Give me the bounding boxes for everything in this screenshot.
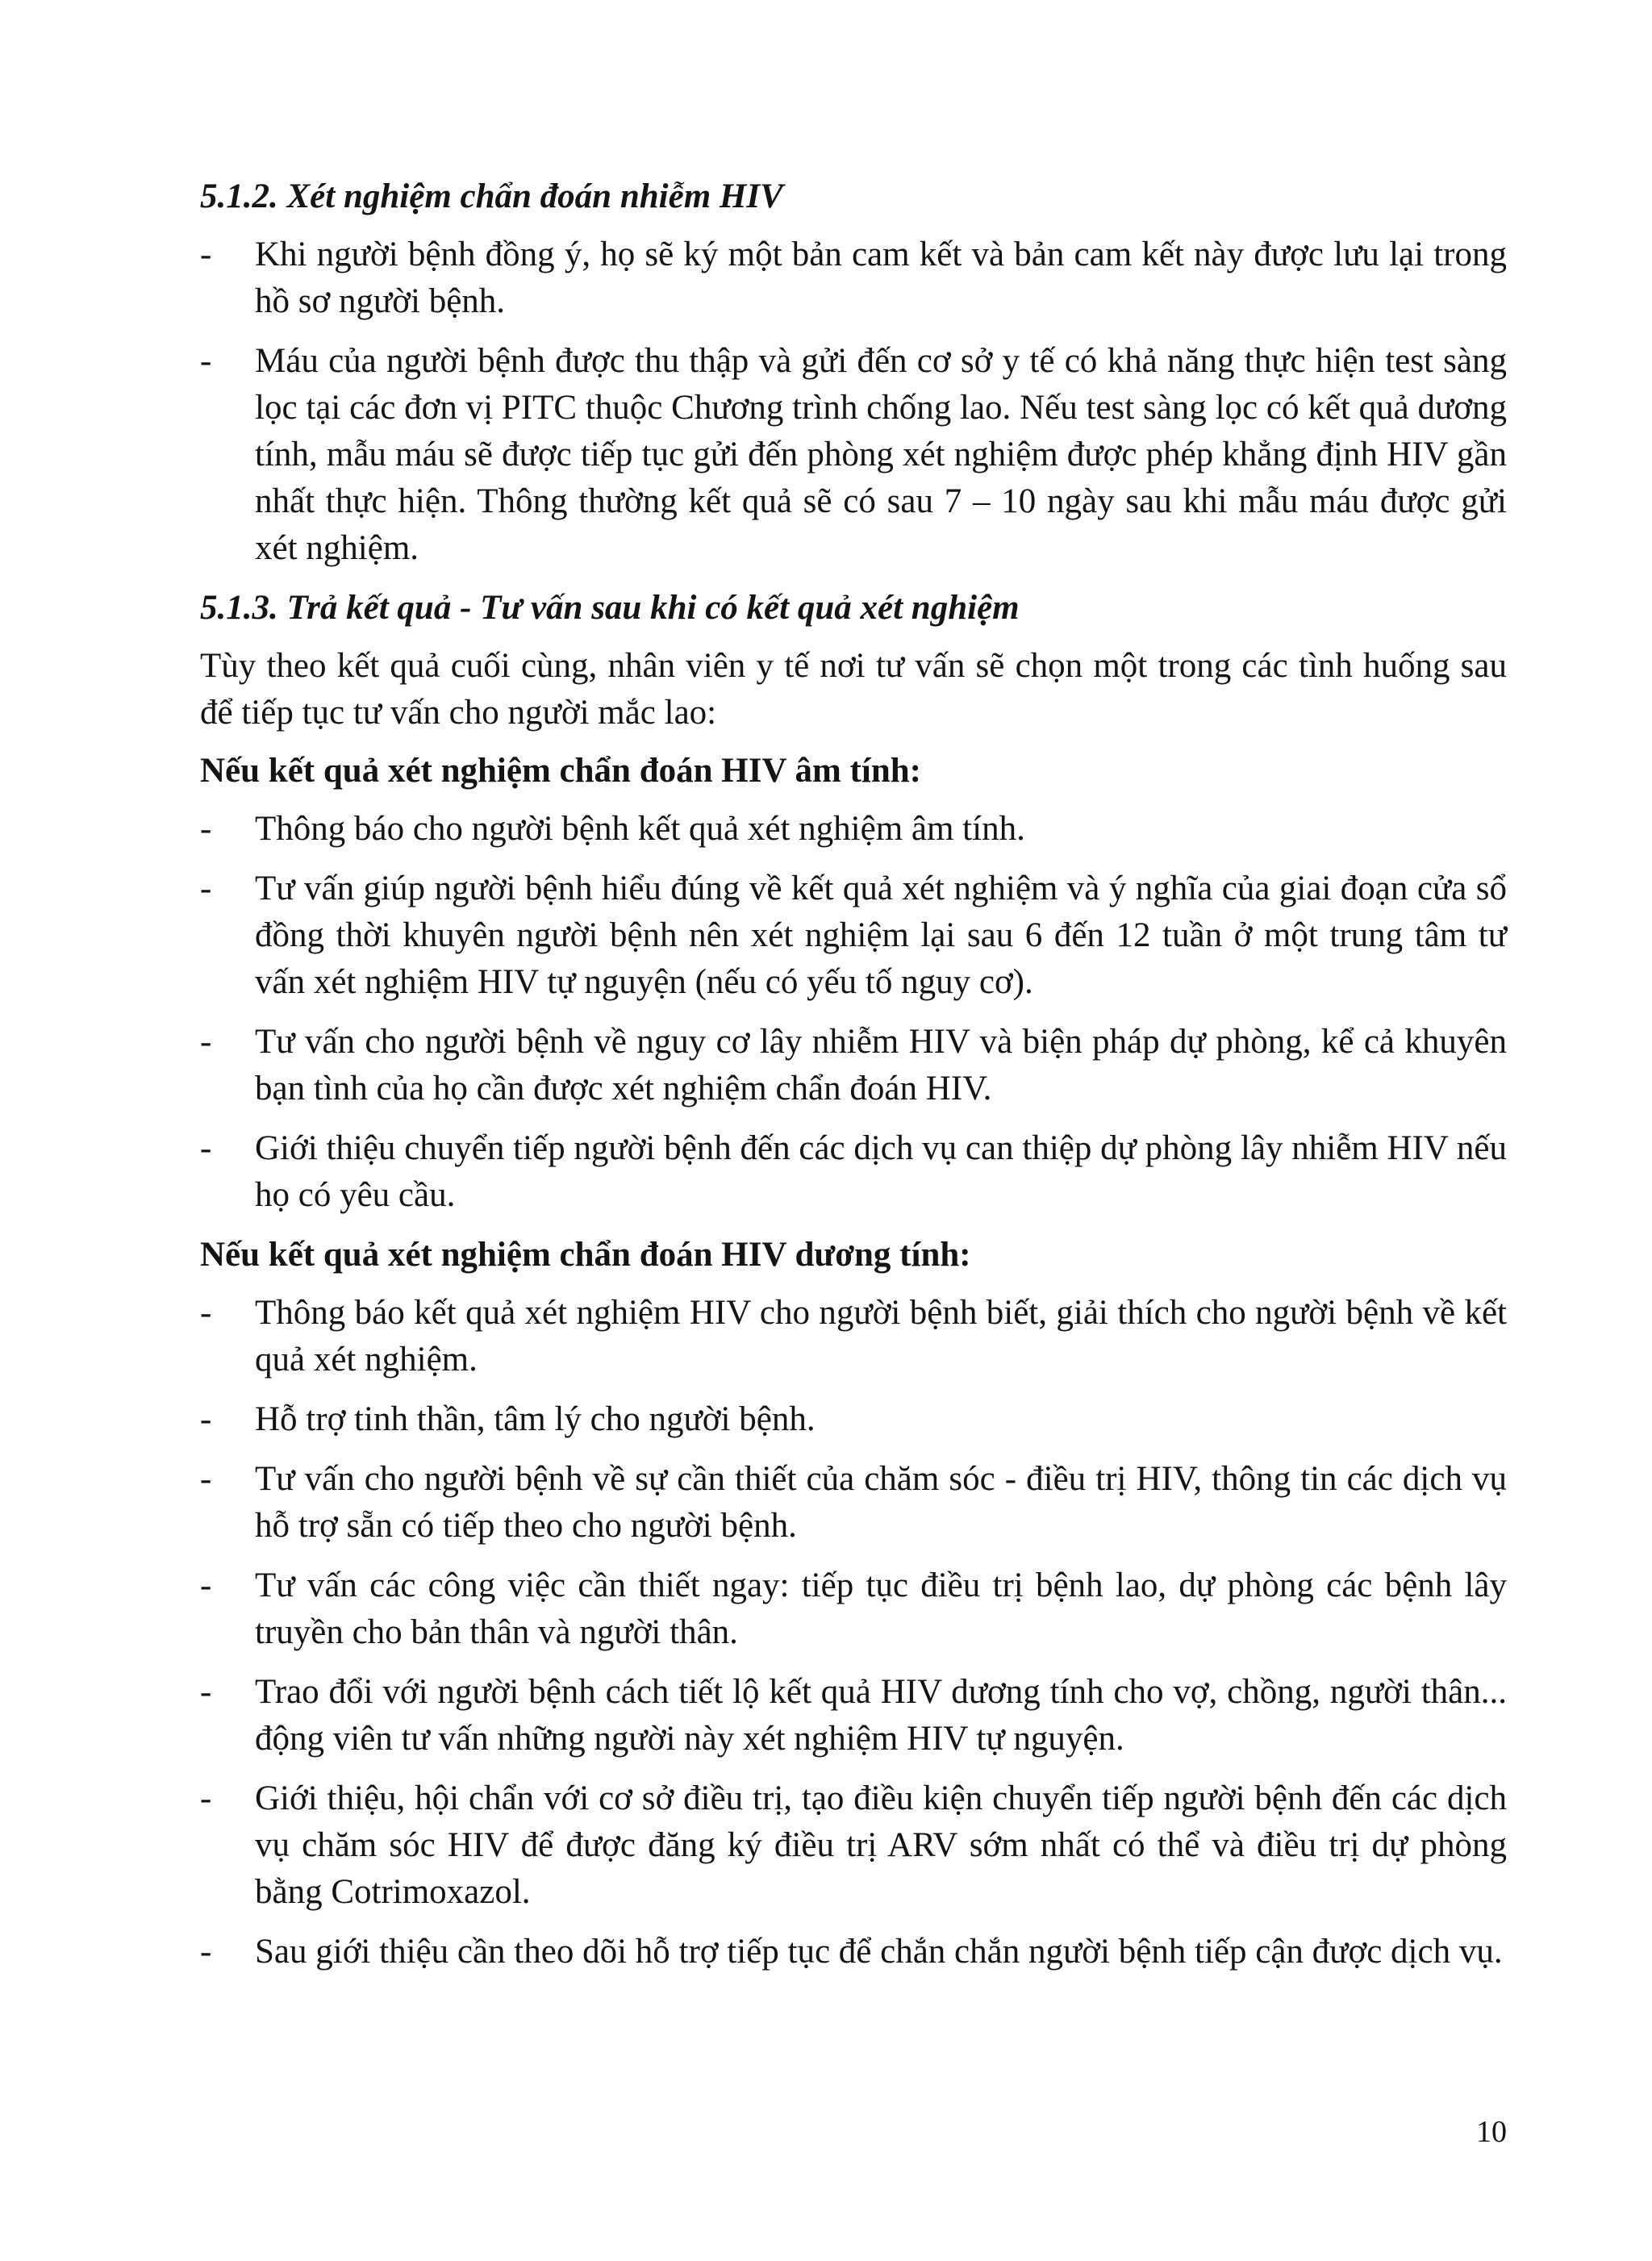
list-item xyxy=(200,1929,1507,1975)
list-item-text: Khi người bệnh đồng ý, họ sẽ ký một bản cam kết và bản cam kết này được lưu lại trong hồ sơ người bệnh. xyxy=(255,236,1507,320)
dash-bullet: - xyxy=(200,236,212,273)
dash-bullet: - xyxy=(200,1400,212,1438)
negative-result-heading: Nếu kết quả xét nghiệm chẩn đoán HIV âm tính: xyxy=(200,752,921,790)
list-item xyxy=(200,1669,1507,1762)
section-512-heading: 5.1.2. Xét nghiệm chẩn đoán nhiễm HIV xyxy=(200,177,783,215)
list-item xyxy=(200,232,1507,325)
list-item-text: Tư vấn giúp người bệnh hiểu đúng về kết quả xét nghiệm và ý nghĩa của giai đoạn cửa sổ đồng thời khuyên người bệnh nên xét nghiệm lại sau 6 đến 12 tuần ở một trung tâm tư vấn xét nghiệm HIV tự nguyện (nếu có yếu tố nguy cơ). xyxy=(255,870,1507,1001)
list-item xyxy=(200,1019,1507,1112)
list-item-text: Thông báo cho người bệnh kết quả xét nghiệm âm tính. xyxy=(255,810,1025,848)
dash-bullet: - xyxy=(200,1023,212,1061)
list-item-text: Tư vấn cho người bệnh về nguy cơ lây nhiễm HIV và biện pháp dự phòng, kể cả khuyên bạn tình của họ cần được xét nghiệm chẩn đoán HIV. xyxy=(255,1023,1507,1108)
dash-bullet: - xyxy=(200,1294,212,1332)
list-item-text: Sau giới thiệu cần theo dõi hỗ trợ tiếp tục để chắn chắn người bệnh tiếp cận được dịch vụ. xyxy=(255,1933,1503,1971)
negative-result-list xyxy=(200,806,1507,1219)
dash-bullet: - xyxy=(200,810,212,848)
positive-result-list xyxy=(200,1290,1507,1975)
list-item xyxy=(200,806,1507,853)
dash-bullet: - xyxy=(200,342,212,380)
list-item-text: Giới thiệu, hội chẩn với cơ sở điều trị, tạo điều kiện chuyển tiếp người bệnh đến các dịch vụ chăm sóc HIV để được đăng ký điều trị ARV sớm nhất có thể và điều trị dự phòng bằng Cotrimoxazol. xyxy=(255,1779,1507,1911)
dash-bullet: - xyxy=(200,1673,212,1711)
list-item xyxy=(200,1456,1507,1550)
dash-bullet: - xyxy=(200,1460,212,1498)
list-item xyxy=(200,866,1507,1006)
page-content xyxy=(200,173,1507,1988)
section-513-intro: Tùy theo kết quả cuối cùng, nhân viên y tế nơi tư vấn sẽ chọn một trong các tình huống sau để tiếp tục tư vấn cho người mắc lao: xyxy=(200,647,1507,732)
list-item xyxy=(200,1562,1507,1656)
list-item-text: Tư vấn các công việc cần thiết ngay: tiếp tục điều trị bệnh lao, dự phòng các bệnh lây truyền cho bản thân và người thân. xyxy=(255,1566,1507,1651)
list-item-text: Hỗ trợ tinh thần, tâm lý cho người bệnh. xyxy=(255,1400,816,1438)
section-513-heading: 5.1.3. Trả kết quả - Tư vấn sau khi có kết quả xét nghiệm xyxy=(200,589,1020,627)
list-item-text: Máu của người bệnh được thu thập và gửi đến cơ sở y tế có khả năng thực hiện test sàng lọc tại các đơn vị PITC thuộc Chương trình chống lao. Nếu test sàng lọc có kết quả dương tính, mẫu máu sẽ được tiếp tục gửi đến phòng xét nghiệm được phép khẳng định HIV gần nhất thực hiện. Thông thường kết quả sẽ có sau 7 – 10 ngày sau khi mẫu máu được gửi xét nghiệm. xyxy=(255,342,1507,567)
page-number: 10 xyxy=(1476,2115,1507,2149)
list-item xyxy=(200,338,1507,572)
list-item-text: Trao đổi với người bệnh cách tiết lộ kết quả HIV dương tính cho vợ, chồng, người thân... động viên tư vấn những người này xét nghiệm HIV tự nguyện. xyxy=(255,1673,1507,1758)
section-512-list xyxy=(200,232,1507,572)
list-item xyxy=(200,1396,1507,1443)
list-item xyxy=(200,1775,1507,1916)
dash-bullet: - xyxy=(200,870,212,907)
list-item xyxy=(200,1290,1507,1383)
dash-bullet: - xyxy=(200,1933,212,1971)
list-item-text: Tư vấn cho người bệnh về sự cần thiết của chăm sóc - điều trị HIV, thông tin các dịch vụ hỗ trợ sẵn có tiếp theo cho người bệnh. xyxy=(255,1460,1507,1545)
dash-bullet: - xyxy=(200,1779,212,1817)
list-item xyxy=(200,1125,1507,1219)
positive-result-heading: Nếu kết quả xét nghiệm chẩn đoán HIV dương tính: xyxy=(200,1236,971,1274)
list-item-text: Thông báo kết quả xét nghiệm HIV cho người bệnh biết, giải thích cho người bệnh về kết quả xét nghiệm. xyxy=(255,1294,1507,1379)
dash-bullet: - xyxy=(200,1566,212,1604)
dash-bullet: - xyxy=(200,1129,212,1167)
list-item-text: Giới thiệu chuyển tiếp người bệnh đến các dịch vụ can thiệp dự phòng lây nhiễm HIV nếu họ có yêu cầu. xyxy=(255,1129,1507,1214)
